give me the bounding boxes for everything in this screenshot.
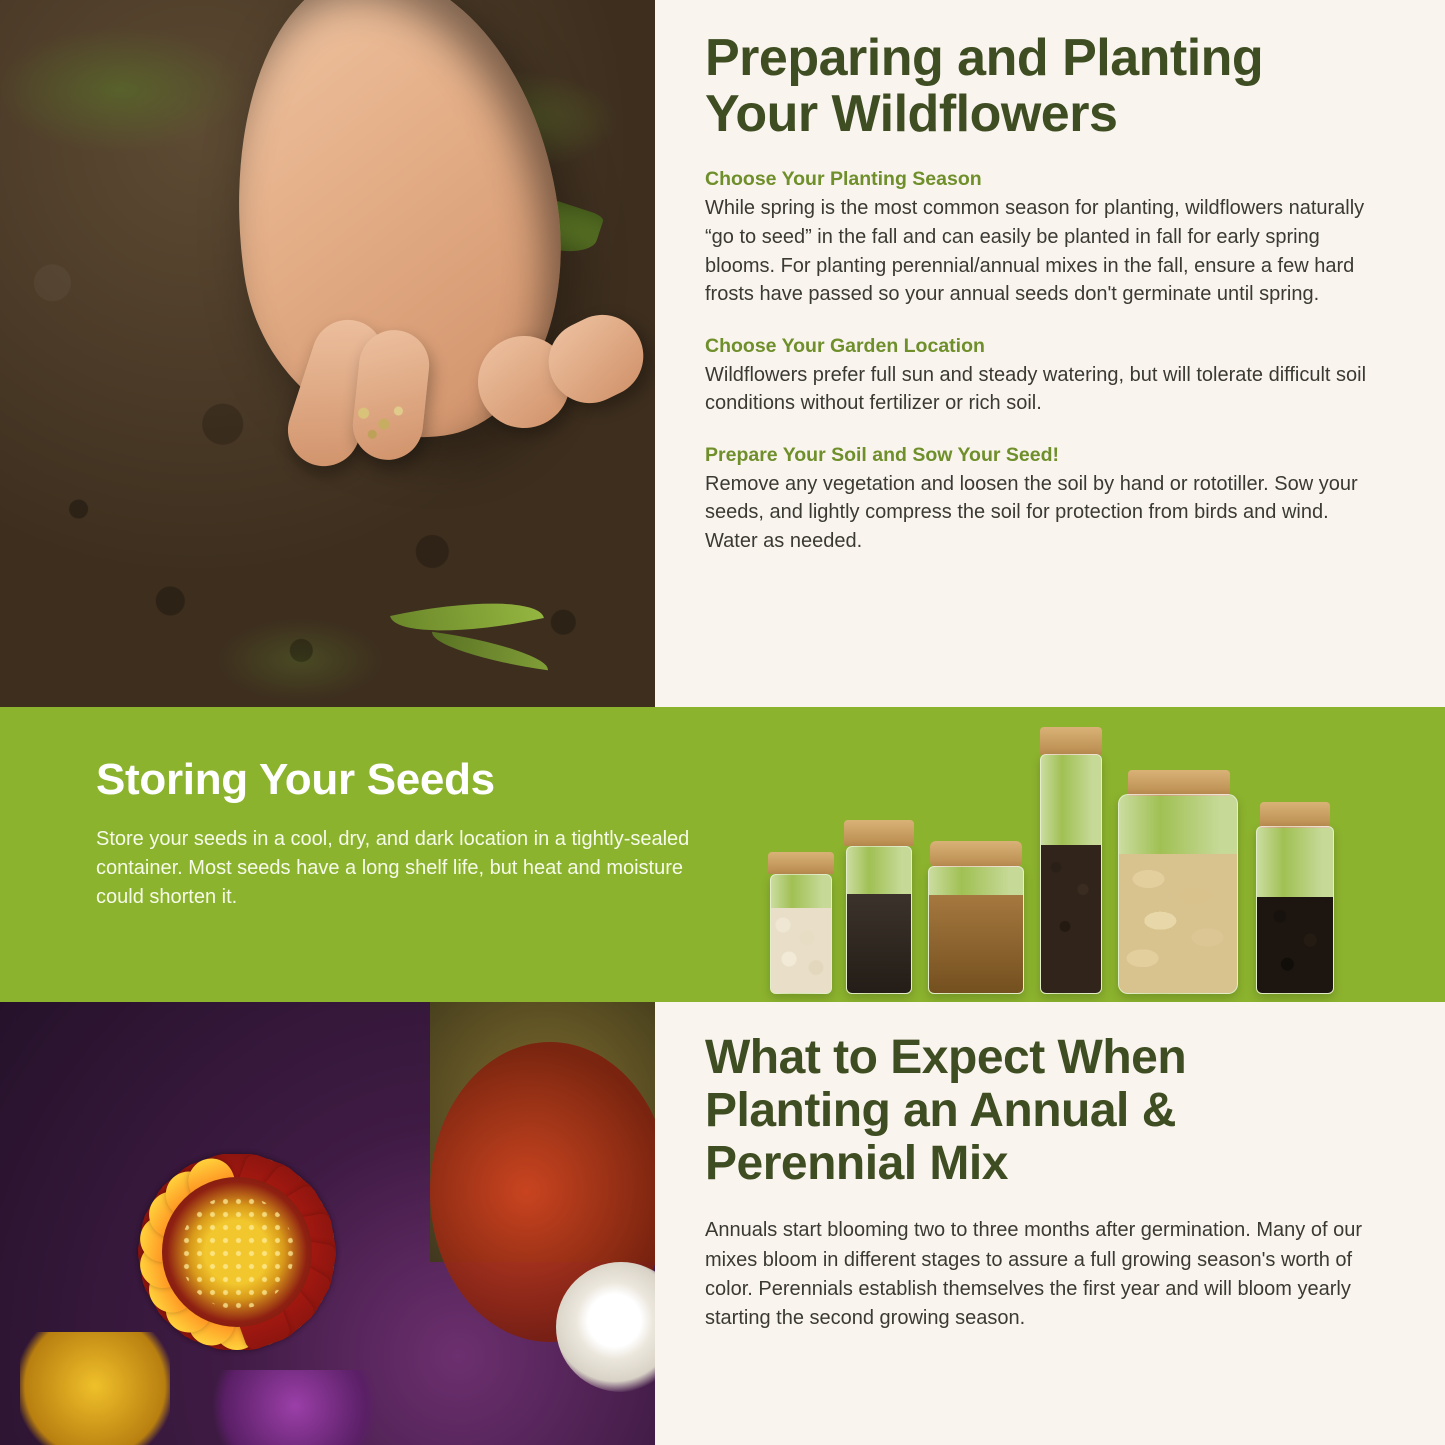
subheading-planting-season: Choose Your Planting Season — [705, 168, 982, 191]
cork-icon — [1260, 802, 1330, 828]
jar-shape — [1118, 794, 1238, 994]
jar-shape — [846, 846, 912, 994]
jar-shape — [1040, 754, 1102, 994]
section-preparing-and-planting — [0, 0, 1445, 707]
cork-icon — [1128, 770, 1230, 796]
storing-seeds-paragraph: Store your seeds in a cool, dry, and dark location in a tightly-sealed container. Most seeds have a long shelf life, but heat and moisture could shorten it. — [96, 828, 690, 908]
cork-icon — [844, 820, 914, 846]
seeds-in-hand — [352, 400, 410, 444]
cork-icon — [768, 852, 834, 874]
section-what-to-expect — [0, 1002, 1445, 1445]
jar-shape — [928, 866, 1024, 994]
cork-icon — [930, 841, 1022, 867]
gaillardia-bloom — [22, 1042, 452, 1445]
jar-shape — [770, 874, 832, 994]
section1-text-column — [655, 0, 1445, 707]
storing-seeds-title: Storing Your Seeds — [96, 755, 495, 804]
jar-shape — [1256, 826, 1334, 994]
page-title: Preparing and Planting Your Wildflowers — [705, 29, 1264, 144]
what-to-expect-title: What to Expect When Planting an Annual & Perennial Mix — [705, 1031, 1187, 1190]
subheading-garden-location: Choose Your Garden Location — [705, 334, 985, 357]
section2-text-column — [0, 707, 760, 1002]
hand-sowing-seeds-photo — [0, 0, 655, 707]
cork-icon — [1040, 727, 1102, 755]
section3-text-column — [655, 1002, 1445, 1445]
seed-jars-photo — [760, 707, 1445, 1002]
section-storing-your-seeds — [0, 707, 1445, 1002]
paragraph-garden-location: Wildflowers prefer full sun and steady watering, but will tolerate difficult soil conditions without fertilizer or rich soil. — [705, 363, 1367, 415]
paragraph-planting-season: While spring is the most common season for planting, wildflowers naturally “go to seed” in the fall and can easily be planted in fall for early spring blooms. For planting perennial/annual mixes in the fall, ensure a few hard frosts have passed so your annual seeds don't germinate until spring. — [705, 197, 1365, 306]
subheading-prepare-soil: Prepare Your Soil and Sow Your Seed! — [705, 443, 1059, 466]
what-to-expect-paragraph: Annuals start blooming two to three months after germination. Many of our mixes bloom in different stages to assure a full growing season's worth of color. Perennials establish themselves the first year and will bloom yearly starting the second growing season. — [705, 1219, 1363, 1329]
gaillardia-flower-photo — [0, 1002, 655, 1445]
paragraph-prepare-soil: Remove any vegetation and loosen the soil by hand or rototiller. Sow your seeds, and lightly compress the soil for protection from birds and wind. Water as needed. — [705, 472, 1358, 553]
flower-center — [162, 1177, 312, 1327]
